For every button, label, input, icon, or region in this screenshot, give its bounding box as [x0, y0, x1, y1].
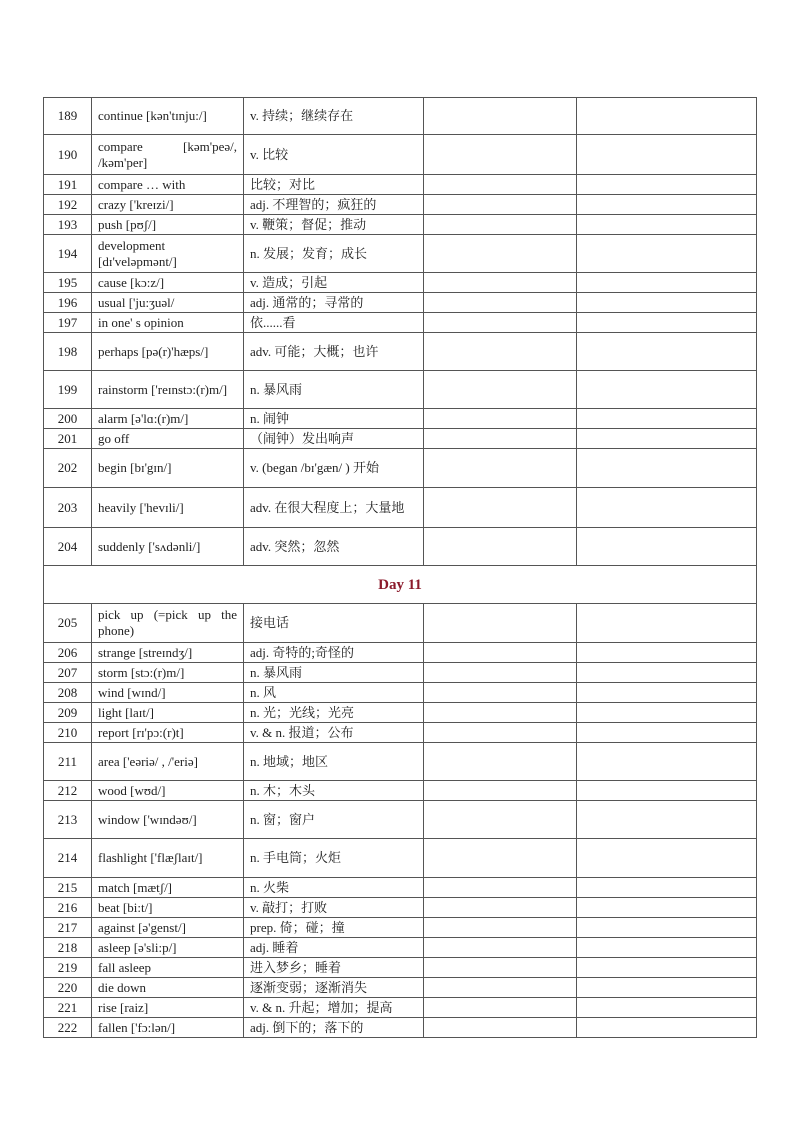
entry-number: 213	[44, 801, 92, 839]
empty-cell	[424, 98, 577, 135]
entry-word: wood [wʊd/]	[92, 781, 244, 801]
empty-cell	[577, 781, 757, 801]
empty-cell	[424, 839, 577, 878]
empty-cell	[424, 743, 577, 781]
empty-cell	[424, 273, 577, 293]
empty-cell	[424, 409, 577, 429]
entry-word: fallen ['fɔ:lən/]	[92, 1018, 244, 1038]
entry-number: 198	[44, 333, 92, 371]
entry-definition: v. 持续；继续存在	[244, 98, 424, 135]
entry-definition: （闹钟）发出响声	[244, 429, 424, 449]
empty-cell	[577, 528, 757, 566]
empty-cell	[577, 663, 757, 683]
vocab-row	[44, 643, 757, 663]
empty-cell	[577, 998, 757, 1018]
entry-word: begin [bɪ'gɪn/]	[92, 449, 244, 488]
entry-word: push [pʊʃ/]	[92, 215, 244, 235]
vocab-row	[44, 293, 757, 313]
empty-cell	[424, 604, 577, 643]
empty-cell	[577, 273, 757, 293]
entry-definition: adj. 奇特的;奇怪的	[244, 643, 424, 663]
vocab-row	[44, 449, 757, 488]
entry-number: 190	[44, 135, 92, 175]
empty-cell	[577, 839, 757, 878]
vocab-row	[44, 703, 757, 723]
entry-word: rise [raiz]	[92, 998, 244, 1018]
empty-cell	[577, 293, 757, 313]
empty-cell	[577, 333, 757, 371]
empty-cell	[424, 371, 577, 409]
empty-cell	[577, 723, 757, 743]
vocab-row	[44, 195, 757, 215]
empty-cell	[424, 429, 577, 449]
empty-cell	[424, 958, 577, 978]
entry-word: strange [streɪndʒ/]	[92, 643, 244, 663]
entry-word: beat [bi:t/]	[92, 898, 244, 918]
entry-definition: n. 发展；发育；成长	[244, 235, 424, 273]
entry-definition: adj. 通常的；寻常的	[244, 293, 424, 313]
vocab-row	[44, 723, 757, 743]
vocab-row	[44, 313, 757, 333]
entry-definition: v. 造成；引起	[244, 273, 424, 293]
entry-word: die down	[92, 978, 244, 998]
empty-cell	[577, 488, 757, 528]
empty-cell	[424, 313, 577, 333]
empty-cell	[424, 683, 577, 703]
entry-number: 193	[44, 215, 92, 235]
vocab-row	[44, 781, 757, 801]
empty-cell	[424, 175, 577, 195]
entry-number: 207	[44, 663, 92, 683]
empty-cell	[424, 938, 577, 958]
empty-cell	[577, 429, 757, 449]
empty-cell	[577, 604, 757, 643]
entry-word: crazy ['kreɪzi/]	[92, 195, 244, 215]
entry-word: in one' s opinion	[92, 313, 244, 333]
empty-cell	[424, 781, 577, 801]
entry-number: 189	[44, 98, 92, 135]
entry-number: 206	[44, 643, 92, 663]
entry-word: continue [kən'tɪnju:/]	[92, 98, 244, 135]
empty-cell	[424, 293, 577, 313]
entry-definition: adv. 突然；忽然	[244, 528, 424, 566]
empty-cell	[577, 1018, 757, 1038]
entry-word: light [laɪt/]	[92, 703, 244, 723]
entry-word: suddenly ['sʌdənli/]	[92, 528, 244, 566]
entry-word: wind [wɪnd/]	[92, 683, 244, 703]
entry-word: match [mætʃ/]	[92, 878, 244, 898]
entry-definition: n. 地域；地区	[244, 743, 424, 781]
empty-cell	[577, 743, 757, 781]
entry-definition: prep. 倚；碰；撞	[244, 918, 424, 938]
empty-cell	[577, 215, 757, 235]
empty-cell	[577, 898, 757, 918]
entry-number: 197	[44, 313, 92, 333]
entry-word: fall asleep	[92, 958, 244, 978]
entry-number: 195	[44, 273, 92, 293]
empty-cell	[424, 978, 577, 998]
vocab-row	[44, 409, 757, 429]
entry-number: 210	[44, 723, 92, 743]
empty-cell	[577, 938, 757, 958]
empty-cell	[577, 643, 757, 663]
vocab-row	[44, 898, 757, 918]
vocab-row	[44, 839, 757, 878]
entry-word: asleep [ə'sli:p/]	[92, 938, 244, 958]
entry-word: report [rɪ'pɔ:(r)t]	[92, 723, 244, 743]
vocab-row	[44, 918, 757, 938]
vocab-row	[44, 663, 757, 683]
entry-word: area ['eəriə/ , /'eriə]	[92, 743, 244, 781]
vocab-row	[44, 801, 757, 839]
empty-cell	[577, 958, 757, 978]
empty-cell	[577, 313, 757, 333]
entry-number: 202	[44, 449, 92, 488]
entry-word: alarm [ə'lɑ:(r)m/]	[92, 409, 244, 429]
vocabulary-table	[43, 97, 757, 1038]
vocab-row	[44, 371, 757, 409]
entry-number: 199	[44, 371, 92, 409]
entry-number: 208	[44, 683, 92, 703]
entry-definition: n. 暴风雨	[244, 371, 424, 409]
entry-number: 217	[44, 918, 92, 938]
entry-number: 194	[44, 235, 92, 273]
entry-definition: n. 火柴	[244, 878, 424, 898]
empty-cell	[577, 135, 757, 175]
empty-cell	[424, 215, 577, 235]
empty-cell	[577, 801, 757, 839]
vocabulary-table-body	[44, 98, 757, 1038]
entry-number: 219	[44, 958, 92, 978]
entry-definition: adj. 睡着	[244, 938, 424, 958]
entry-number: 203	[44, 488, 92, 528]
vocab-row	[44, 1018, 757, 1038]
entry-word: flashlight ['flæʃlaɪt/]	[92, 839, 244, 878]
entry-number: 204	[44, 528, 92, 566]
empty-cell	[577, 918, 757, 938]
empty-cell	[424, 918, 577, 938]
entry-definition: v. 比较	[244, 135, 424, 175]
empty-cell	[424, 801, 577, 839]
entry-definition: v. 敲打；打败	[244, 898, 424, 918]
entry-word: go off	[92, 429, 244, 449]
empty-cell	[577, 978, 757, 998]
entry-number: 201	[44, 429, 92, 449]
empty-cell	[424, 195, 577, 215]
entry-definition: adj. 倒下的；落下的	[244, 1018, 424, 1038]
vocab-row	[44, 978, 757, 998]
entry-definition: 进入梦乡；睡着	[244, 958, 424, 978]
vocab-row	[44, 175, 757, 195]
entry-definition: v. (began /bɪ'gæn/ ) 开始	[244, 449, 424, 488]
empty-cell	[424, 488, 577, 528]
entry-word: rainstorm ['reɪnstɔ:(r)m/]	[92, 371, 244, 409]
empty-cell	[424, 898, 577, 918]
vocab-row	[44, 215, 757, 235]
entry-word: cause [kɔ:z/]	[92, 273, 244, 293]
entry-definition: adj. 不理智的；疯狂的	[244, 195, 424, 215]
empty-cell	[577, 449, 757, 488]
vocab-row	[44, 488, 757, 528]
entry-definition: v. & n. 升起；增加；提高	[244, 998, 424, 1018]
empty-cell	[424, 333, 577, 371]
entry-number: 205	[44, 604, 92, 643]
vocab-row	[44, 135, 757, 175]
day-header-row	[44, 566, 757, 604]
entry-definition: n. 风	[244, 683, 424, 703]
vocab-row	[44, 273, 757, 293]
empty-cell	[577, 98, 757, 135]
entry-definition: n. 木；木头	[244, 781, 424, 801]
vocab-row	[44, 683, 757, 703]
empty-cell	[424, 723, 577, 743]
entry-number: 191	[44, 175, 92, 195]
empty-cell	[424, 235, 577, 273]
entry-number: 221	[44, 998, 92, 1018]
empty-cell	[577, 683, 757, 703]
vocab-row	[44, 938, 757, 958]
empty-cell	[424, 878, 577, 898]
day-title: Day 11	[44, 566, 757, 604]
empty-cell	[424, 663, 577, 683]
entry-number: 212	[44, 781, 92, 801]
vocab-row	[44, 998, 757, 1018]
entry-number: 214	[44, 839, 92, 878]
empty-cell	[424, 449, 577, 488]
empty-cell	[577, 703, 757, 723]
entry-number: 222	[44, 1018, 92, 1038]
entry-word: storm [stɔ:(r)m/]	[92, 663, 244, 683]
empty-cell	[424, 643, 577, 663]
empty-cell	[577, 409, 757, 429]
vocab-row	[44, 743, 757, 781]
entry-number: 209	[44, 703, 92, 723]
entry-word: usual ['ju:ʒuəl/	[92, 293, 244, 313]
entry-definition: 逐渐变弱；逐渐消失	[244, 978, 424, 998]
entry-definition: n. 暴风雨	[244, 663, 424, 683]
vocab-row	[44, 429, 757, 449]
entry-number: 216	[44, 898, 92, 918]
entry-word: pick up (=pick up the phone)	[92, 604, 244, 643]
entry-word: development [dɪ'veləpmənt/]	[92, 235, 244, 273]
entry-number: 215	[44, 878, 92, 898]
empty-cell	[577, 371, 757, 409]
vocab-row	[44, 958, 757, 978]
entry-definition: n. 窗；窗户	[244, 801, 424, 839]
entry-word: against [ə'genst/]	[92, 918, 244, 938]
entry-definition: adv. 可能；大概；也许	[244, 333, 424, 371]
entry-definition: v. 鞭策；督促；推动	[244, 215, 424, 235]
empty-cell	[424, 998, 577, 1018]
entry-word: compare … with	[92, 175, 244, 195]
vocab-row	[44, 98, 757, 135]
entry-number: 220	[44, 978, 92, 998]
entry-definition: n. 闹钟	[244, 409, 424, 429]
entry-definition: adv. 在很大程度上；大量地	[244, 488, 424, 528]
entry-word: heavily ['hevɪli/]	[92, 488, 244, 528]
entry-word: perhaps [pə(r)'hæps/]	[92, 333, 244, 371]
entry-definition: 接电话	[244, 604, 424, 643]
entry-definition: n. 手电筒；火炬	[244, 839, 424, 878]
entry-definition: n. 光；光线；光亮	[244, 703, 424, 723]
entry-number: 192	[44, 195, 92, 215]
empty-cell	[424, 528, 577, 566]
entry-definition: v. & n. 报道；公布	[244, 723, 424, 743]
empty-cell	[577, 878, 757, 898]
entry-number: 196	[44, 293, 92, 313]
entry-word: compare [kəm'peə/, /kəm'per]	[92, 135, 244, 175]
entry-definition: 比较；对比	[244, 175, 424, 195]
entry-word: window ['wɪndəʊ/]	[92, 801, 244, 839]
entry-definition: 依......看	[244, 313, 424, 333]
entry-number: 211	[44, 743, 92, 781]
vocab-row	[44, 878, 757, 898]
empty-cell	[424, 1018, 577, 1038]
entry-number: 218	[44, 938, 92, 958]
vocab-row	[44, 528, 757, 566]
vocab-row	[44, 333, 757, 371]
empty-cell	[577, 175, 757, 195]
empty-cell	[577, 195, 757, 215]
empty-cell	[424, 135, 577, 175]
vocab-row	[44, 235, 757, 273]
empty-cell	[577, 235, 757, 273]
empty-cell	[424, 703, 577, 723]
entry-number: 200	[44, 409, 92, 429]
vocab-row	[44, 604, 757, 643]
